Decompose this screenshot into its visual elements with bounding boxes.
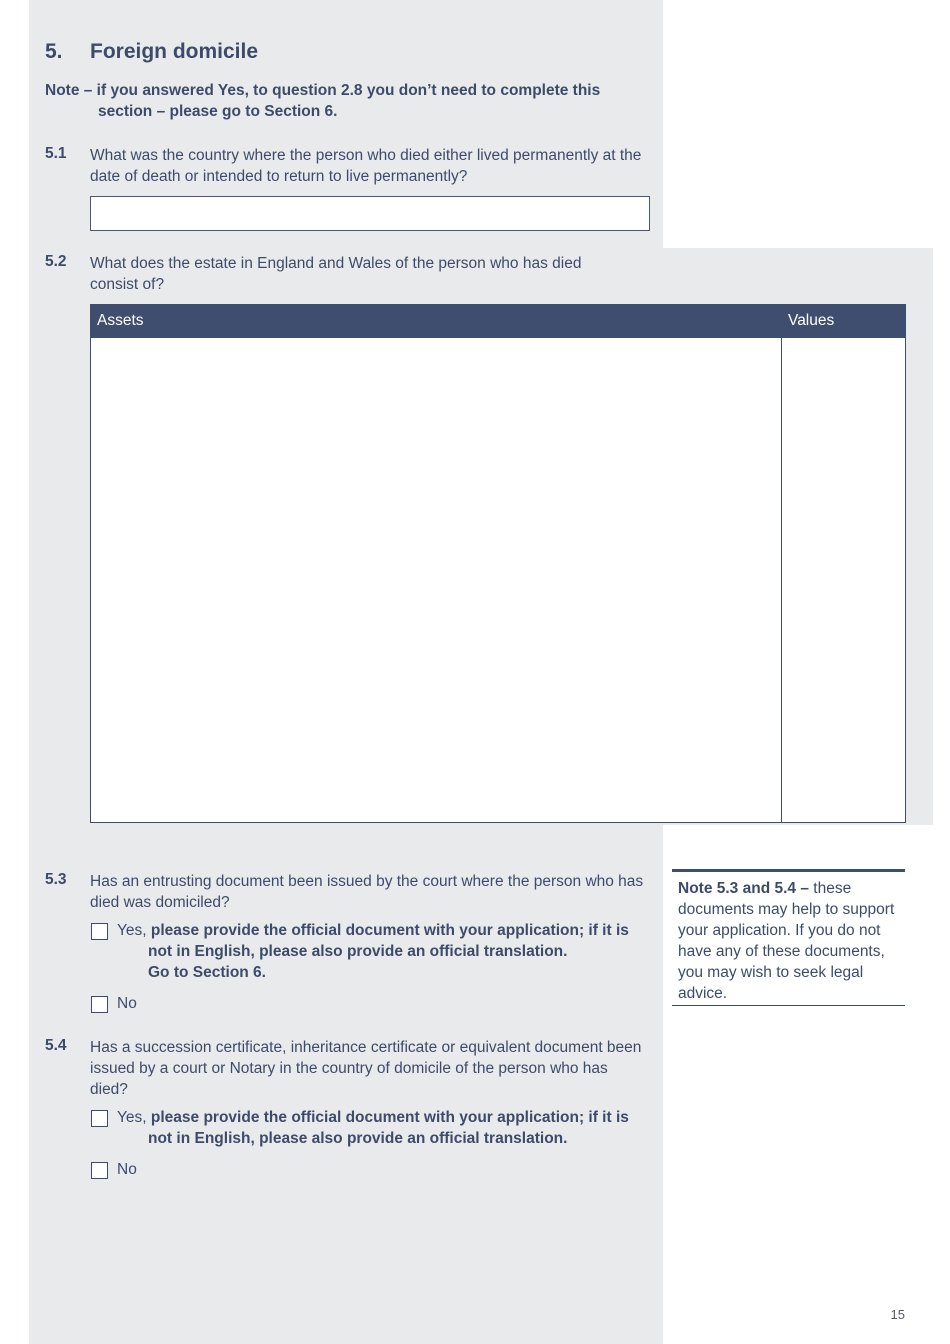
question-5-4-yes-instruction-1: please provide the official document with your application; if it is xyxy=(150,1109,629,1126)
country-of-domicile-input[interactable] xyxy=(90,196,650,231)
question-5-3-no-label: No xyxy=(117,995,137,1012)
section-note-line-1: Note – if you answered Yes, to question 2.8 you don’t need to complete this xyxy=(45,82,601,99)
assets-entry-cell[interactable] xyxy=(91,338,782,823)
section-note xyxy=(45,80,645,122)
question-5-4-no-label: No xyxy=(117,1161,137,1178)
question-5-2-text: What does the estate in England and Wales of the person who has died consist of? xyxy=(90,255,582,293)
question-5-4-text: Has a succession certificate, inheritance certificate or equivalent document been issued by a court or Notary in the country of domicile of the person who has died? xyxy=(90,1039,642,1098)
values-column-header: Values xyxy=(782,305,906,338)
side-note-text: these documents may help to support your application. If you do not have any of these documents, you may wish to seek legal advice. xyxy=(678,880,895,1002)
side-note-label: Note 5.3 and 5.4 – xyxy=(678,880,809,897)
question-5-3-yes-option xyxy=(117,920,662,983)
question-5-3-yes-label: Yes, xyxy=(117,922,147,939)
question-5-4-number: 5.4 xyxy=(45,1037,67,1054)
question-5-3-text: Has an entrusting document been issued by the court where the person who has died was domiciled? xyxy=(90,873,644,911)
question-5-3-no-checkbox[interactable] xyxy=(91,996,108,1013)
question-5-1-number: 5.1 xyxy=(45,145,67,162)
question-5-4-yes-option xyxy=(117,1107,662,1149)
question-5-3-yes-instruction-3: Go to Section 6. xyxy=(148,964,266,981)
section-number: 5. xyxy=(45,40,63,63)
question-5-4-yes-label: Yes, xyxy=(117,1109,147,1126)
question-5-3-yes-checkbox[interactable] xyxy=(91,923,108,940)
assets-column-header: Assets xyxy=(91,305,782,338)
question-5-1-text: What was the country where the person who died either lived permanently at the date of death or intended to return to live permanently? xyxy=(90,147,642,185)
question-5-4-yes-instruction-2: not in English, please also provide an official translation. xyxy=(148,1130,568,1147)
section-title: Foreign domicile xyxy=(90,40,259,63)
section-note-line-2: section – please go to Section 6. xyxy=(98,103,338,120)
question-5-4-no-checkbox[interactable] xyxy=(91,1162,108,1179)
estate-assets-table xyxy=(90,304,906,823)
page-number: 15 xyxy=(890,1307,905,1322)
question-5-3-yes-instruction-2: not in English, please also provide an official translation. xyxy=(148,943,568,960)
question-5-4-yes-checkbox[interactable] xyxy=(91,1110,108,1127)
question-5-2-number: 5.2 xyxy=(45,253,67,270)
values-entry-cell[interactable] xyxy=(782,338,906,823)
side-note-5-3-5-4 xyxy=(672,869,905,1006)
question-5-3-yes-instruction-1: please provide the official document with your application; if it is xyxy=(150,922,629,939)
question-5-3-number: 5.3 xyxy=(45,871,67,888)
